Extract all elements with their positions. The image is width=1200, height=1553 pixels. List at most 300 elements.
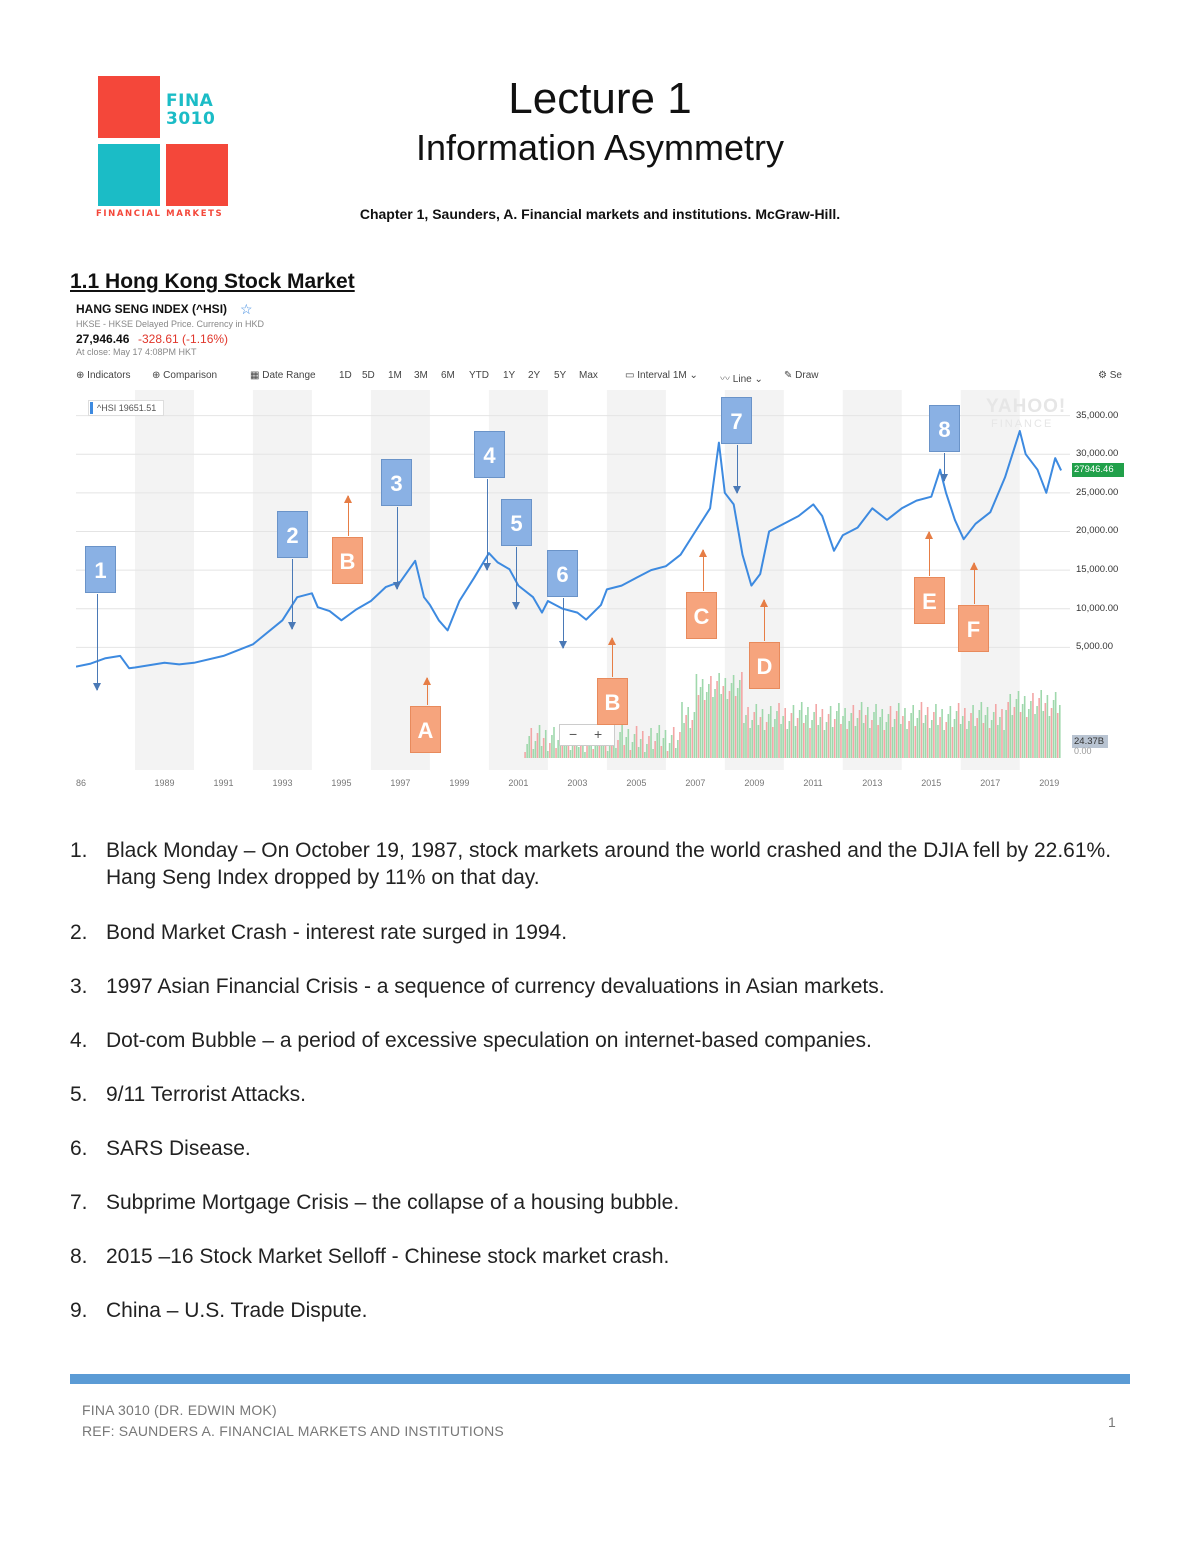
page-number: 1 [1108, 1414, 1116, 1430]
volume-bar [650, 728, 652, 758]
volume-bar [964, 708, 966, 758]
range-1d[interactable]: 1D [339, 370, 352, 381]
volume-bar [923, 723, 925, 758]
x-tick-label: 2001 [508, 778, 529, 788]
volume-bar [898, 703, 900, 758]
volume-bar [927, 707, 929, 758]
comparison-button[interactable] [152, 370, 217, 381]
volume-bar [881, 709, 883, 758]
volume-bar [1001, 709, 1003, 758]
volume-bar [919, 710, 921, 758]
volume-bar [535, 741, 537, 758]
chart-type-button[interactable] [720, 370, 763, 385]
chevron-down-icon: ⌄ [754, 374, 763, 385]
volume-bar [632, 742, 634, 758]
volume-bar [970, 713, 972, 758]
volume-bar [543, 738, 545, 758]
volume-bar [656, 733, 658, 758]
volume-bar [601, 746, 603, 758]
volume-bar [995, 704, 997, 758]
x-tick-label: 2003 [567, 778, 588, 788]
volume-bar [677, 740, 679, 758]
comparison-label: Comparison [163, 370, 218, 381]
volume-bar [749, 728, 751, 758]
volume-bar [642, 731, 644, 758]
volume-bar [537, 733, 539, 758]
volume-bar [941, 709, 943, 758]
volume-bar [648, 736, 650, 758]
volume-bar [758, 725, 760, 758]
volume-bar [894, 719, 896, 758]
callout-7-arrow [737, 445, 738, 493]
interval-value: 1M [672, 370, 687, 381]
volume-bar [1051, 708, 1053, 758]
volume-bar [832, 727, 834, 758]
volume-bar [1014, 707, 1016, 758]
y-tick-label: 35,000.00 [1076, 409, 1119, 421]
volume-bar [910, 713, 912, 758]
volume-bar [939, 717, 941, 758]
volume-bar [906, 729, 908, 758]
zoom-in-button[interactable]: + [594, 726, 603, 742]
volume-bar [956, 711, 958, 758]
range-3m[interactable]: 3M [414, 370, 428, 381]
logo-square-teal [98, 144, 160, 206]
volume-bar [896, 711, 898, 758]
x-tick-label: 1991 [213, 778, 234, 788]
volume-bar [729, 691, 731, 758]
volume-bar [892, 727, 894, 758]
yahoo-watermark-sub: FINANCE [991, 418, 1054, 430]
y-tick-label: 15,000.00 [1076, 564, 1119, 576]
volume-bar [803, 723, 805, 758]
volume-bar [667, 751, 669, 758]
volume-bar [1012, 715, 1014, 758]
callout-F-arrow [974, 563, 975, 604]
volume-bar [737, 688, 739, 758]
volume-bar [902, 716, 904, 758]
volume-bar [586, 744, 588, 758]
x-tick-label: 2009 [744, 778, 765, 788]
volume-bar [826, 722, 828, 758]
volume-bar [756, 704, 758, 758]
volume-bar [921, 702, 923, 758]
volume-bar [780, 724, 782, 758]
x-tick-label: 2017 [980, 778, 1001, 788]
volume-bar [950, 706, 952, 758]
range-1y[interactable]: 1Y [503, 370, 516, 381]
volume-bar [1009, 694, 1011, 758]
callout-2-arrow [292, 559, 293, 629]
volume-bar [706, 692, 708, 758]
range-6m[interactable]: 6M [441, 370, 455, 381]
y-tick-label: 10,000.00 [1076, 602, 1119, 614]
list-text: Dot-com Bubble – a period of excessive speculation on internet-based companies. [106, 1029, 872, 1052]
volume-bar [840, 724, 842, 758]
volume-bar [696, 674, 698, 758]
interval-button[interactable] [625, 370, 698, 381]
volume-bar [1030, 701, 1032, 758]
volume-bar [933, 712, 935, 758]
range-max[interactable]: Max [579, 370, 598, 381]
volume-bar [886, 722, 888, 758]
date-range-button[interactable] [250, 370, 316, 381]
volume-bar [960, 724, 962, 758]
ticker-name: HANG SENG INDEX (^HSI) [76, 302, 228, 316]
volume-bar [1036, 706, 1038, 758]
callout-B1: B [332, 537, 363, 584]
volume-bar [753, 712, 755, 758]
volume-bar [712, 697, 714, 758]
volume-bar [663, 738, 665, 758]
volume-bar [722, 686, 724, 758]
logo-square-red-lower [166, 144, 228, 206]
x-tick-label: 86 [76, 778, 87, 788]
volume-bar [725, 678, 727, 758]
draw-button[interactable] [784, 370, 819, 381]
volume-bar [817, 725, 819, 758]
volume-bar [842, 716, 844, 758]
volume-bar [735, 696, 737, 758]
volume-bar [857, 718, 859, 758]
volume-bar [547, 751, 549, 758]
volume-bar [1053, 700, 1055, 758]
callout-8-arrow [944, 453, 945, 481]
x-tick-label: 1999 [449, 778, 470, 788]
volume-bar [564, 745, 566, 758]
callout-8: 8 [929, 405, 960, 452]
volume-bar [846, 729, 848, 758]
volume-bar [1045, 703, 1047, 758]
volume-bar [1042, 711, 1044, 758]
close-time: At close: May 17 4:08PM HKT [76, 347, 197, 357]
volume-bar [782, 716, 784, 758]
volume-bar [811, 720, 813, 758]
callout-D-arrow [764, 600, 765, 641]
volume-bar [991, 720, 993, 758]
volume-bar [727, 699, 729, 758]
volume-bar [644, 752, 646, 758]
volume-bar [838, 703, 840, 758]
volume-bar [813, 712, 815, 758]
year-band [253, 390, 312, 770]
volume-bar [675, 748, 677, 758]
volume-bar [888, 714, 890, 758]
volume-bar [681, 702, 683, 758]
volume-bar [731, 683, 733, 758]
volume-bar [654, 741, 656, 758]
volume-bar [795, 726, 797, 758]
gear-icon: ⚙ [1098, 370, 1107, 381]
volume-bar [890, 706, 892, 758]
volume-bar [948, 714, 950, 758]
logo-tagline: FINANCIAL MARKETS [96, 209, 224, 219]
zoom-out-button[interactable]: − [569, 726, 578, 742]
volume-bar [714, 689, 716, 758]
callout-3: 3 [381, 459, 412, 506]
list-number: 9. [70, 1299, 88, 1322]
volume-bar [747, 707, 749, 758]
volume-bar [1026, 717, 1028, 758]
volume-bar [634, 734, 636, 758]
volume-bar [615, 748, 617, 758]
volume-bar [630, 750, 632, 758]
chapter-reference: Chapter 1, Saunders, A. Financial markets and institutions. McGraw-Hill. [359, 206, 841, 222]
volume-bar [945, 722, 947, 758]
volume-bar [770, 706, 772, 758]
y-tick-label: 5,000.00 [1076, 641, 1113, 653]
volume-bar [985, 715, 987, 758]
volume-bar [908, 721, 910, 758]
volume-bar [993, 712, 995, 758]
chart-legend: ^HSI 19651.51 [88, 400, 164, 416]
callout-1-arrow [97, 594, 98, 690]
volume-bar [745, 715, 747, 758]
volume-bar [578, 747, 580, 758]
volume-bar [989, 728, 991, 758]
x-tick-label: 1995 [331, 778, 352, 788]
volume-bar [997, 725, 999, 758]
callout-C: C [686, 592, 717, 639]
volume-bar [855, 726, 857, 758]
volume-bar [720, 694, 722, 758]
volume-bar [1024, 696, 1026, 758]
callout-A: A [410, 706, 441, 753]
callout-B1-arrow [348, 496, 349, 536]
settings-button[interactable] [1098, 370, 1122, 381]
interval-icon: ▭ [625, 370, 635, 381]
range-5y[interactable]: 5Y [554, 370, 567, 381]
volume-bar [824, 730, 826, 758]
volume-bar [768, 714, 770, 758]
volume-bar [877, 725, 879, 758]
volume-bar [807, 707, 809, 758]
volume-bar [1016, 699, 1018, 758]
list-number: 6. [70, 1137, 88, 1160]
volume-bar [931, 720, 933, 758]
volume-bar [983, 723, 985, 758]
volume-bar [972, 705, 974, 758]
line-chart-icon: 〰 [720, 374, 730, 385]
volume-bar [830, 706, 832, 758]
volume-bar [935, 704, 937, 758]
callout-1: 1 [85, 546, 116, 593]
volume-bar [1055, 692, 1057, 758]
list-number: 1. [70, 839, 88, 862]
volume-bar [925, 715, 927, 758]
volume-bar [834, 719, 836, 758]
volume-bar [739, 680, 741, 758]
volume-bar [987, 707, 989, 758]
volume-bar [820, 717, 822, 758]
volume-bar [1032, 693, 1034, 758]
volume-bar [524, 752, 526, 758]
volume-bar [1034, 714, 1036, 758]
logo-line1: FINA [166, 91, 214, 111]
list-text: Bond Market Crash - interest rate surged in 1994. [106, 921, 568, 944]
volume-bar [685, 715, 687, 758]
volume-bar [884, 730, 886, 758]
footer-divider [70, 1374, 1130, 1384]
x-tick-label: 1997 [390, 778, 411, 788]
callout-4: 4 [474, 431, 505, 478]
x-tick-label: 2005 [626, 778, 647, 788]
volume-bar [1020, 712, 1022, 758]
volume-bar [553, 727, 555, 758]
callout-D: D [749, 642, 780, 689]
volume-bar [665, 730, 667, 758]
volume-bar [658, 725, 660, 758]
callout-E: E [914, 577, 945, 624]
volume-bar [850, 713, 852, 758]
volume-bar [636, 726, 638, 758]
range-1m[interactable]: 1M [388, 370, 402, 381]
volume-bar [981, 702, 983, 758]
date-range-label: Date Range [262, 370, 316, 381]
list-text: Subprime Mortgage Crisis – the collapse of a housing bubble. [106, 1191, 680, 1214]
volume-bar [694, 712, 696, 758]
volume-bar [541, 746, 543, 758]
volume-bar [958, 703, 960, 758]
exchange-info: HKSE - HKSE Delayed Price. Currency in HKD [76, 319, 265, 329]
volume-bar [661, 746, 663, 758]
volume-bar [966, 729, 968, 758]
volume-bar [551, 735, 553, 758]
volume-bar [1018, 691, 1020, 758]
zoom-control [559, 724, 615, 746]
range-2y[interactable]: 2Y [528, 370, 541, 381]
year-band [135, 390, 194, 770]
y-tick-label: 25,000.00 [1076, 486, 1119, 498]
volume-bar [797, 718, 799, 758]
volume-bar [741, 672, 743, 758]
lecture-subtitle: Information Asymmetry [415, 127, 785, 168]
star-icon[interactable]: ☆ [240, 301, 253, 317]
list-text: China – U.S. Trade Dispute. [106, 1299, 368, 1322]
stock-chart-panel [70, 300, 1130, 800]
indicators-label: Indicators [87, 370, 131, 381]
quote-price: 27,946.46 [76, 332, 130, 346]
volume-bar [962, 716, 964, 758]
volume-bar [776, 711, 778, 758]
volume-bar [692, 720, 694, 758]
callout-E-arrow [929, 532, 930, 576]
volume-bar [698, 695, 700, 758]
volume-bar [679, 732, 681, 758]
volume-bar [904, 708, 906, 758]
volume-bar [652, 749, 654, 758]
volume-bar [640, 739, 642, 758]
list-number: 4. [70, 1029, 88, 1052]
volume-bar [733, 675, 735, 758]
volume-bar [859, 710, 861, 758]
list-number: 5. [70, 1083, 88, 1106]
volume-bar [718, 673, 720, 758]
footer-reference: REF: SAUNDERS A. FINANCIAL MARKETS AND INSTITUTIONS [82, 1423, 504, 1439]
volume-bar [619, 732, 621, 758]
callout-2: 2 [277, 511, 308, 558]
volume-bar [978, 710, 980, 758]
range-ytd[interactable]: YTD [469, 370, 489, 381]
volume-bar [1040, 690, 1042, 758]
volume-bar [617, 740, 619, 758]
logo-text [166, 92, 236, 128]
plus-circle-icon: ⊕ [76, 370, 85, 381]
y-tick-label: 30,000.00 [1076, 448, 1119, 460]
volume-bar [700, 687, 702, 758]
volume-bar [623, 745, 625, 758]
volume-bar [702, 679, 704, 758]
volume-bar [999, 717, 1001, 758]
y-axis [1070, 390, 1130, 790]
volume-bar [710, 676, 712, 758]
volume-bar [1028, 709, 1030, 758]
volume-bar [772, 727, 774, 758]
volume-bar [1059, 705, 1061, 758]
volume-bar [801, 702, 803, 758]
x-tick-label: 2015 [921, 778, 942, 788]
range-5d[interactable]: 5D [362, 370, 375, 381]
x-tick-label: 2011 [803, 778, 823, 788]
callout-B2: B [597, 678, 628, 725]
callout-6: 6 [547, 550, 578, 597]
volume-bar [708, 684, 710, 758]
volume-bar [528, 736, 530, 758]
title-block [300, 74, 900, 170]
volume-bar [968, 721, 970, 758]
volume-bar [530, 728, 532, 758]
volume-bar [848, 721, 850, 758]
callout-5: 5 [501, 499, 532, 546]
x-axis [76, 778, 1070, 792]
callout-4-arrow [487, 479, 488, 570]
volume-bar [786, 729, 788, 758]
volume-bar [1005, 710, 1007, 758]
volume-bar [743, 723, 745, 758]
volume-bar [704, 700, 706, 758]
volume-bar [828, 714, 830, 758]
volume-bar [853, 705, 855, 758]
volume-bar [784, 708, 786, 758]
volume-bar [778, 703, 780, 758]
volume-bar [929, 728, 931, 758]
volume-bar [1007, 702, 1009, 758]
volume-bar [871, 720, 873, 758]
volume-bar [762, 709, 764, 758]
volume-bar [844, 708, 846, 758]
lecture-title: Lecture 1 [508, 74, 692, 123]
indicators-button[interactable] [76, 370, 131, 381]
volume-bar [912, 705, 914, 758]
list-text: 2015 –16 Stock Market Selloff - Chinese stock market crash. [106, 1245, 670, 1268]
list-number: 3. [70, 975, 88, 998]
volume-bar [539, 725, 541, 758]
section-heading: 1.1 Hong Kong Stock Market [70, 270, 355, 293]
quote-change: -328.61 (-1.16%) [138, 332, 229, 346]
callout-A-arrow [427, 678, 428, 705]
volume-bar [914, 726, 916, 758]
volume-bar [764, 730, 766, 758]
volume-bar [879, 717, 881, 758]
list-text: 1997 Asian Financial Crisis - a sequence of currency devaluations in Asian markets. [106, 975, 885, 998]
volume-bar [1049, 716, 1051, 758]
volume-bar [917, 718, 919, 758]
volume-bar [976, 718, 978, 758]
calendar-icon: ▦ [250, 370, 260, 381]
volume-bar [836, 711, 838, 758]
list-number: 2. [70, 921, 88, 944]
volume-bar [822, 709, 824, 758]
